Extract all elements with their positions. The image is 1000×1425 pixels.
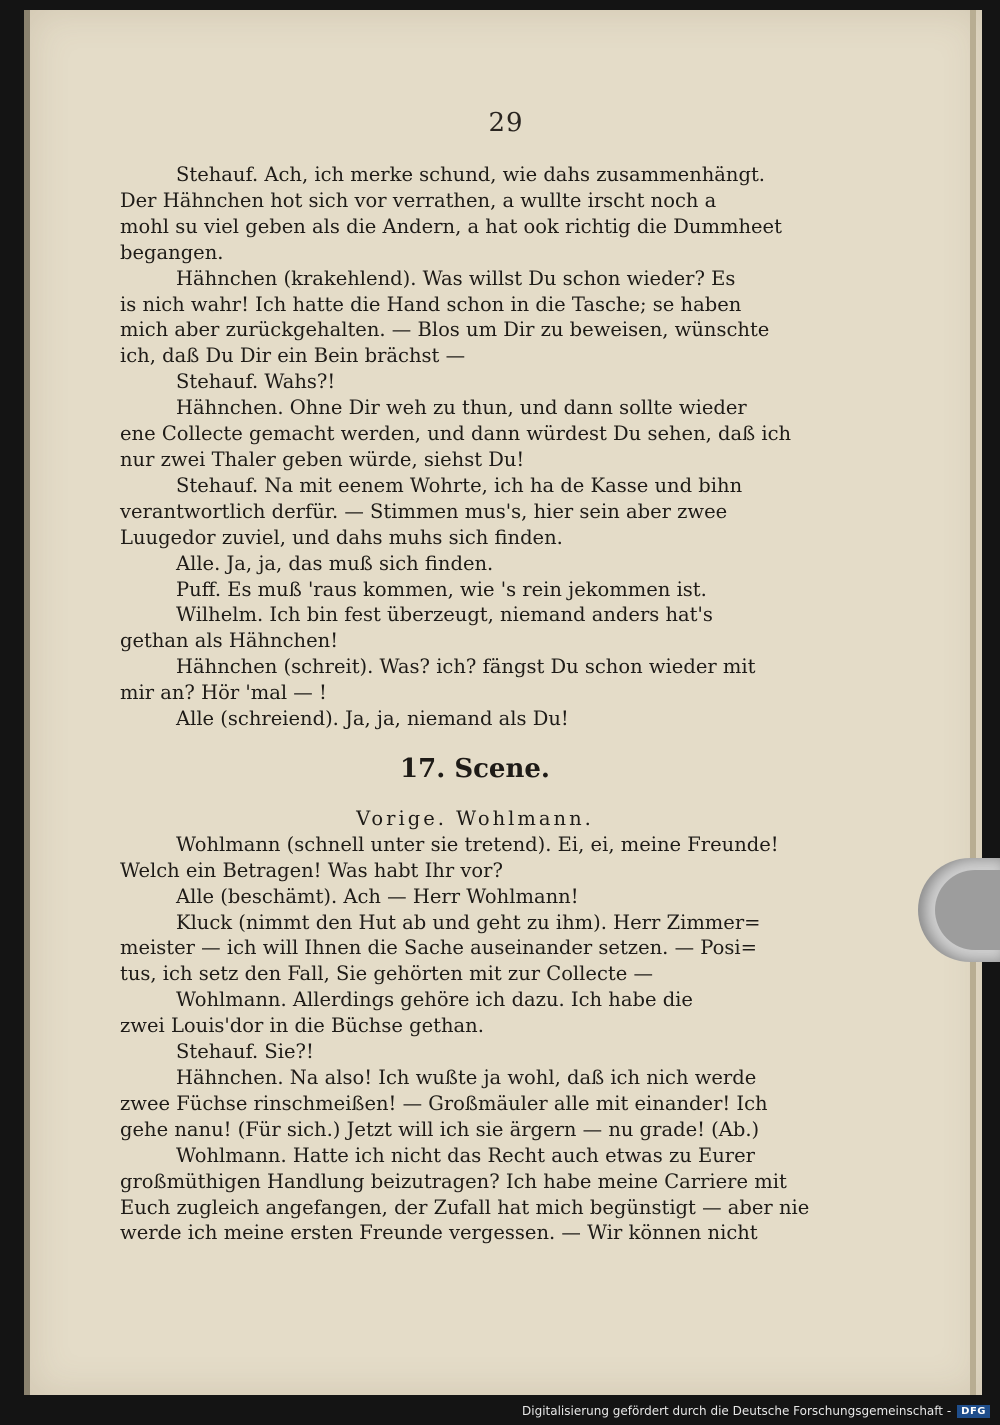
text-line: Wilhelm. Ich bin fest überzeugt, niemand anders hat's xyxy=(176,603,713,627)
text-line: werde ich meine ersten Freunde vergessen. — Wir können nicht xyxy=(120,1221,758,1245)
text-line: Hähnchen (schreit). Was? ich? fängst Du schon wieder mit xyxy=(176,655,756,679)
dfg-logo: DFG xyxy=(957,1405,990,1418)
text-line: mir an? Hör 'mal — ! xyxy=(120,681,327,705)
text-line: ene Collecte gemacht werden, und dann würdest Du sehen, daß ich xyxy=(120,422,792,446)
text-line: tus, ich setz den Fall, Sie gehörten mit zur Collecte — xyxy=(120,962,653,986)
text-line: Hähnchen. Na also! Ich wußte ja wohl, daß ich nich werde xyxy=(176,1066,757,1089)
page-number: 29 xyxy=(488,108,524,138)
text-line: Hähnchen (krakehlend). Was willst Du schon wieder? Es xyxy=(176,266,736,290)
text-line: Stehauf. Na mit eenem Wohrte, ich ha de Kasse und bihn xyxy=(176,473,743,497)
text-line: Kluck (nimmt den Hut ab und geht zu ihm). Herr Zimmer= xyxy=(176,910,761,934)
text-line: Alle (beschämt). Ach — Herr Wohlmann! xyxy=(176,884,579,908)
text-line: begangen. xyxy=(120,240,224,264)
text-line: Der Hähnchen hot sich vor verrathen, a wullte irscht noch a xyxy=(120,188,717,212)
scene-heading: 17. Scene. xyxy=(400,753,550,784)
text-line: zwei Louis'dor in die Büchse gethan. xyxy=(120,1014,484,1038)
book-page xyxy=(24,10,982,1395)
text-line: großmüthigen Handlung beizutragen? Ich habe meine Carriere mit xyxy=(120,1169,787,1193)
page-edge xyxy=(970,10,976,1395)
text-line: Welch ein Betragen! Was habt Ihr vor? xyxy=(120,858,503,882)
text-line: is nich wahr! Ich hatte die Hand schon in die Tasche; se haben xyxy=(120,292,742,316)
text-line: zwee Füchse rinschmeißen! — Großmäuler alle mit einander! Ich xyxy=(120,1091,768,1115)
stage-direction: Vorige. Wohlmann. xyxy=(356,806,594,830)
text-line: Stehauf. Sie?! xyxy=(176,1040,314,1064)
text-line: Euch zugleich angefangen, der Zufall hat mich begünstigt — aber nie xyxy=(120,1195,810,1219)
text-line: Luugedor zuviel, und dahs muhs sich finden. xyxy=(120,525,563,549)
text-line: verantwortlich derfür. — Stimmen mus's, hier sein aber zwee xyxy=(120,499,728,523)
text-line: Puff. Es muß 'raus kommen, wie 's rein jekommen ist. xyxy=(176,577,707,601)
text-line: Hähnchen. Ohne Dir weh zu thun, und dann sollte wieder xyxy=(176,396,747,420)
text-line: nur zwei Thaler geben würde, siehst Du! xyxy=(120,447,525,471)
text-line: Alle (schreiend). Ja, ja, niemand als Du! xyxy=(176,707,569,731)
text-line: ich, daß Du Dir ein Bein brächst — xyxy=(120,344,466,368)
page-text xyxy=(120,162,830,1246)
text-line: Stehauf. Wahs?! xyxy=(176,370,336,394)
text-line: gehe nanu! (Für sich.) Jetzt will ich sie ärgern — nu grade! (Ab.) xyxy=(120,1117,760,1141)
text-line: meister — ich will Ihnen die Sache auseinander setzen. — Posi= xyxy=(120,936,757,960)
text-line: Wohlmann (schnell unter sie tretend). Ei, ei, meine Freunde! xyxy=(176,832,779,856)
text-line: Wohlmann. Hatte ich nicht das Recht auch etwas zu Eurer xyxy=(176,1143,755,1167)
text-line: gethan als Hähnchen! xyxy=(120,629,339,653)
text-line: Stehauf. Ach, ich merke schund, wie dahs zusammenhängt. xyxy=(176,163,766,186)
text-line: mohl su viel geben als die Andern, a hat ook richtig die Dummheet xyxy=(120,214,782,238)
text-line: Wohlmann. Allerdings gehöre ich dazu. Ich habe die xyxy=(176,988,693,1012)
digitization-footer xyxy=(522,1404,990,1418)
footer-text: Digitalisierung gefördert durch die Deutsche Forschungsgemeinschaft - xyxy=(522,1404,952,1418)
text-line: mich aber zurückgehalten. — Blos um Dir zu beweisen, wünschte xyxy=(120,318,770,342)
text-line: Alle. Ja, ja, das muß sich finden. xyxy=(176,551,494,575)
